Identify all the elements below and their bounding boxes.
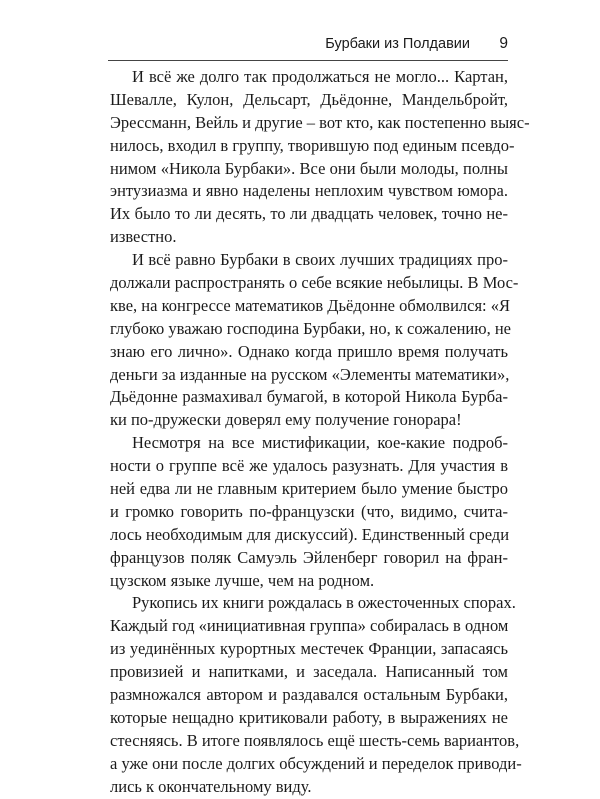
header-rule [108,60,508,61]
text-line: ки по-дружески доверял ему получение гонорара! [110,410,462,430]
text-line: Эрессманн, Вейль и другие – вот кто, как постепенно выяс- [110,112,530,132]
text-line: которые нещадно критиковали работу, в выражениях не [110,707,508,727]
text-line: стесняясь. В итоге появлялось ещё шесть-семь вариантов, [110,730,520,750]
text-line: знаю его лично». Однако когда пришло время получать [110,341,508,361]
text-line: а уже они после долгих обсуждений и переделок приводи- [110,753,522,773]
text-line: ней едва ли не главным критерием было умение быстро [110,479,508,499]
text-line: энтузиазма и явно наделены неплохим чувством юмора. [110,181,508,201]
text-line: И всё же долго так продолжаться не могло... Картан, [132,67,508,86]
text-line: Каждый год «инициативная группа» собиралась в одном [110,616,509,636]
text-line: провизией и напитками, и заседала. Написанный том [110,662,508,682]
text-line: известно. [110,227,177,247]
text-line: лось необходимым для дискуссий). Единственный среди [110,524,510,544]
text-line: размножался автором и раздавался остальным Бурбаки, [110,685,508,705]
text-line: Шевалле, Кулон, Дельсарт, Дьёдонне, Мандельбройт, [110,89,508,109]
text-line: деньги за изданные на русском «Элементы математики», [110,364,510,384]
page-number: 9 [499,35,508,52]
paragraph-3 [110,432,508,592]
text-line: И всё равно Бурбаки в своих лучших традициях про- [132,250,508,270]
text-line: Дьёдонне размахивал бумагой, в которой Никола Бурба- [110,387,508,407]
text-line: нимом «Никола Бурбаки». Все они были молоды, полны [110,158,508,178]
text-line: Рукопись их книги рождалась в ожесточенных спорах. [132,593,516,613]
text-line: ности о группе всё же удалось разузнать. Для участия в [110,456,508,476]
paragraph-2 [110,249,519,432]
text-line: Несмотря на все мистификации, кое-какие подроб- [132,433,508,453]
body-text [110,66,530,799]
text-line: цузском языке лучше, чем на родном. [110,570,375,590]
text-line: французов поляк Самуэль Эйленберг говорил на фран- [110,547,508,567]
running-title: Бурбаки из Полдавии [325,36,470,52]
text-line: из уединённых курортных местечек Франции, запасаясь [110,639,508,659]
text-line: кве, на конгрессе математиков Дьёдонне обмолвился: «Я [110,295,511,315]
text-line: должали распространять о себе всякие небылицы. В Мос- [110,273,519,293]
paragraph-1 [110,66,530,249]
paragraph-4 [110,592,522,798]
text-line: Их было то ли десять, то ли двадцать человек, точно не- [110,204,508,224]
text-line: глубоко уважаю господина Бурбаки, но, к сожалению, не [110,318,511,338]
text-line: и громко говорить по-французски (что, видимо, счита- [110,501,508,521]
text-line: лись к окончательному виду. [110,776,312,796]
text-line: нилось, входил в группу, творившую под единым псевдо- [110,135,515,155]
running-header [108,34,508,56]
